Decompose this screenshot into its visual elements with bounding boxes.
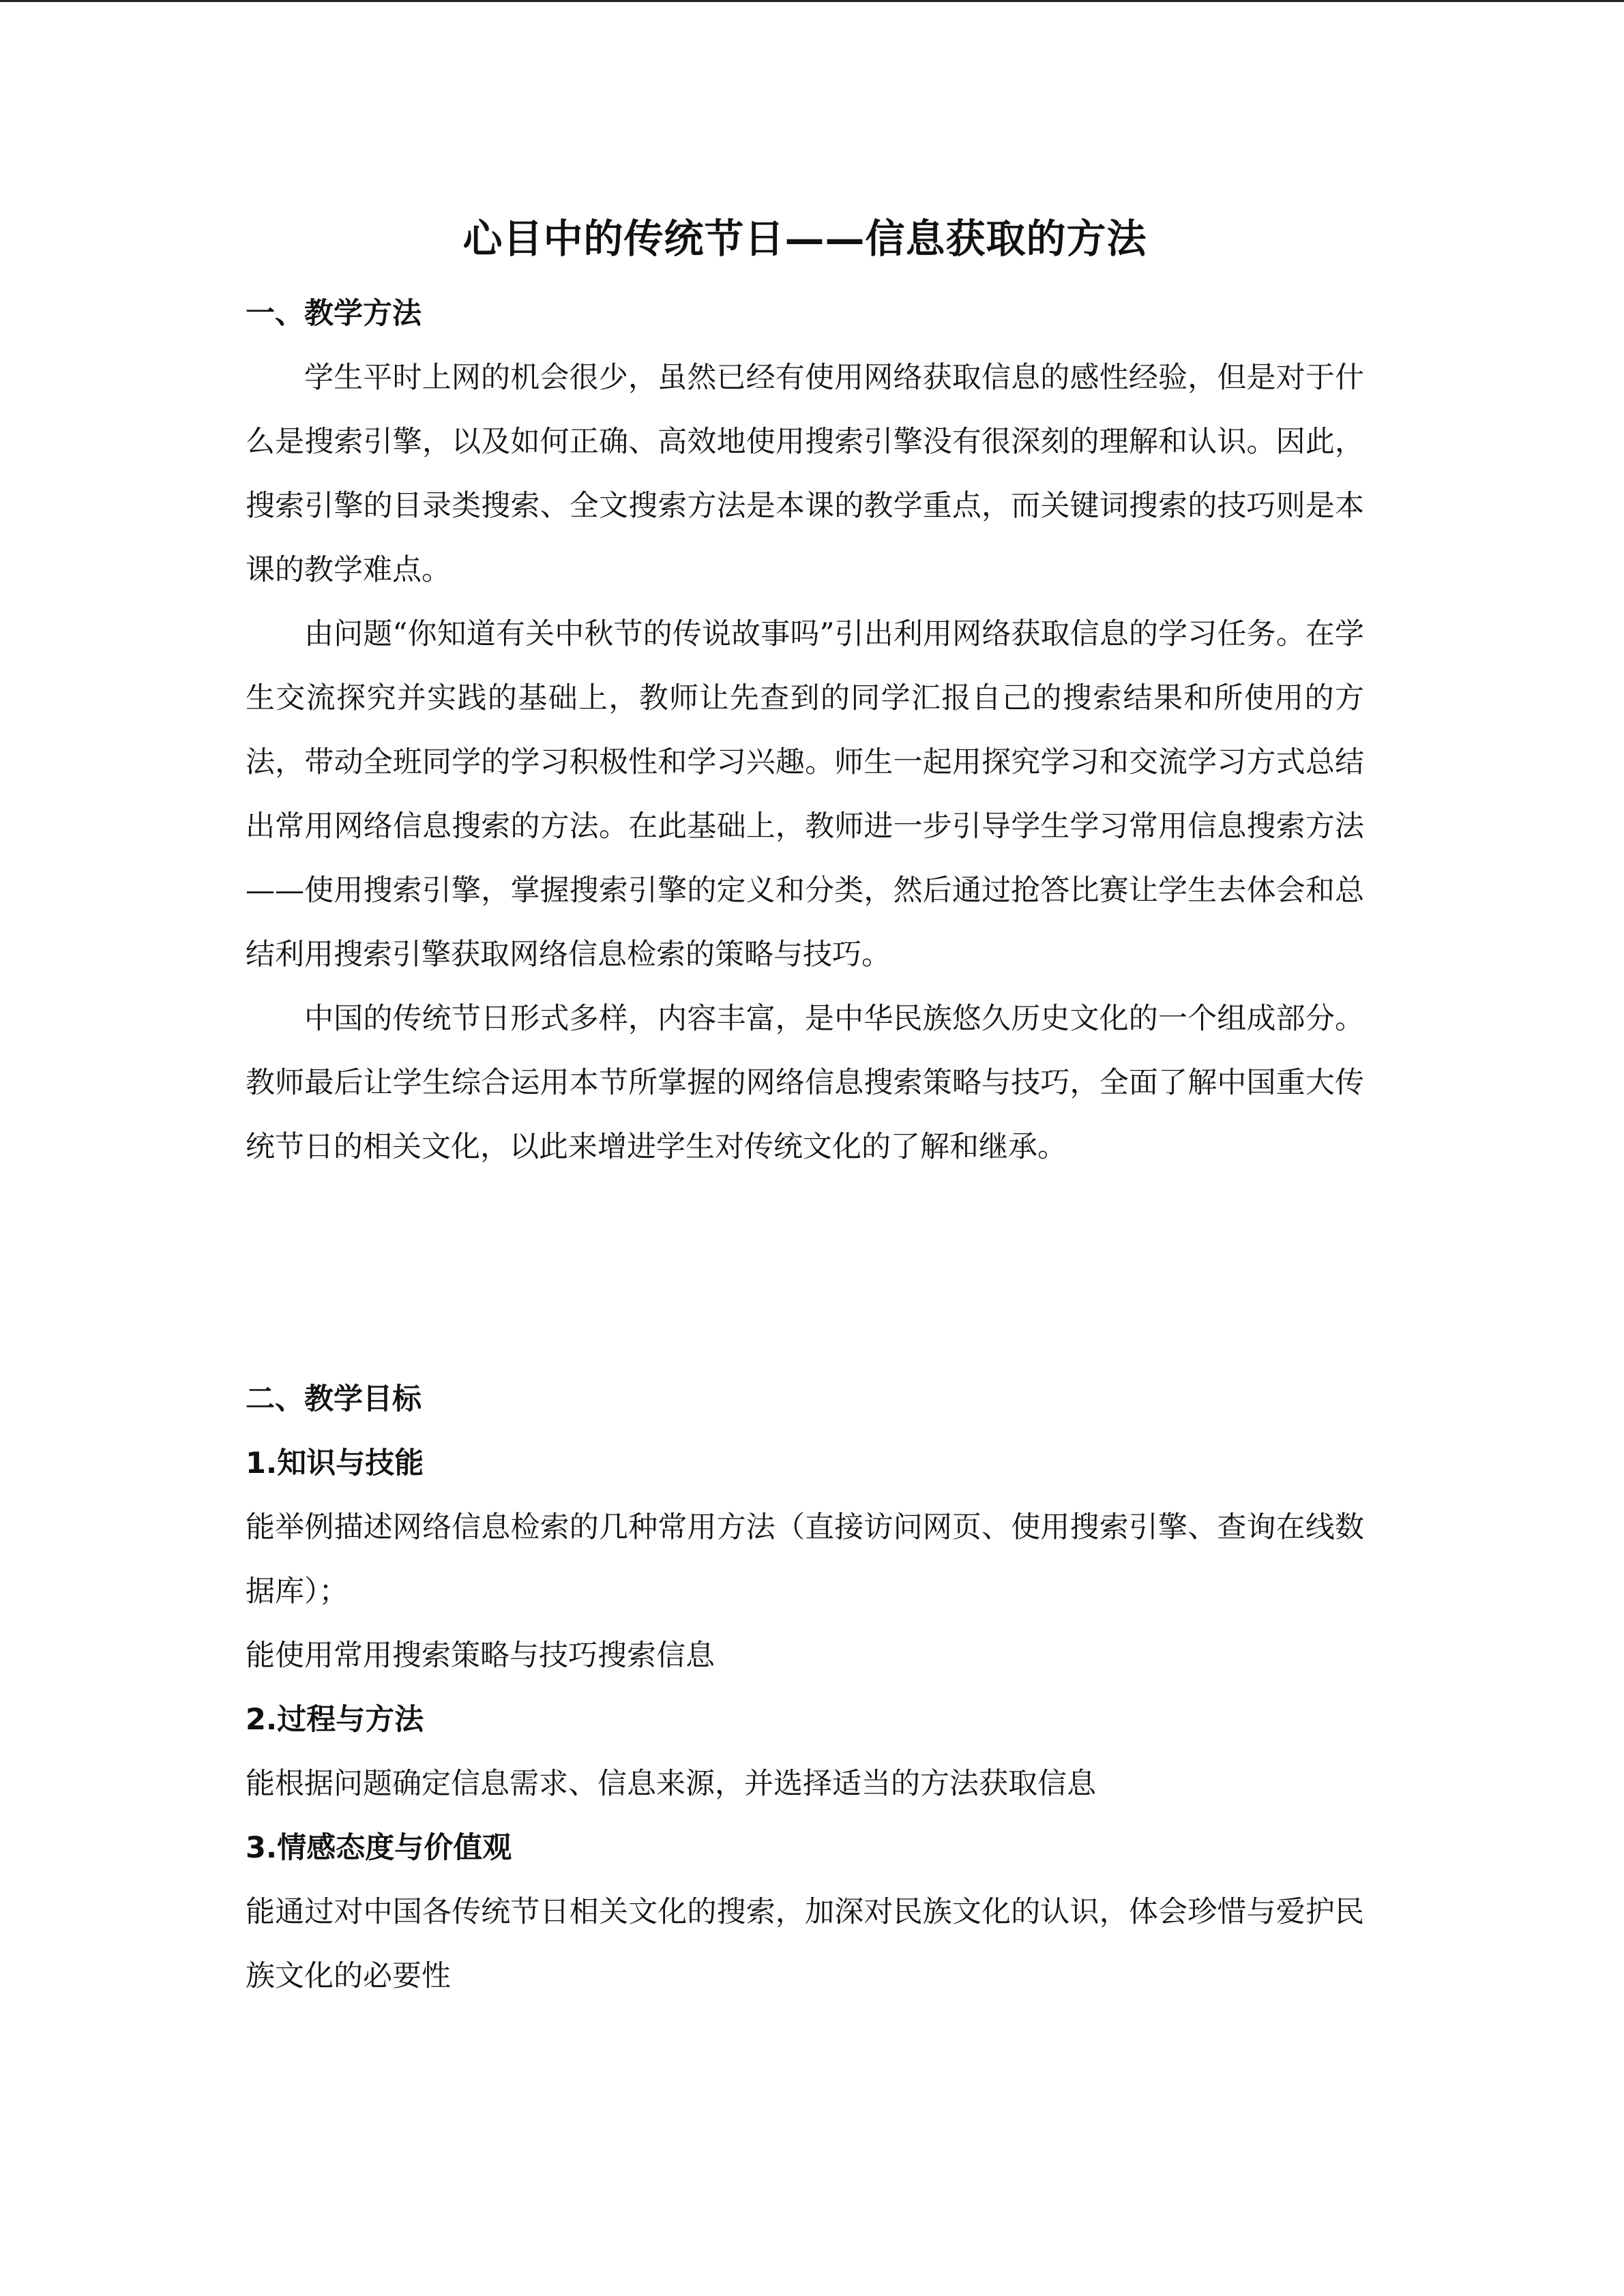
document-title: 心目中的传统节日——信息获取的方法 bbox=[462, 215, 1147, 262]
paragraph: 由问题“你知道有关中秋节的传说故事吗”引出利用网络获取信息的学习任务。在学生交流探究并实践的基础上，教师让先查到的同学汇报自己的搜索结果和所使用的方法，带动全班同学的学习积极性和学习兴趣。师生一起用探究学习和交流学习方式总结出常用网络信息搜索的方法。在此基础上，教师进一步引导学生学习常用信息搜索方法——使用搜索引擎，掌握搜索引擎的定义和分类，然后通过抢答比赛让学生去体会和总结利用搜索引擎获取网络信息检索的策略与技巧。 bbox=[246, 617, 1364, 972]
page-top-border bbox=[0, 0, 1624, 2]
subsection-heading: 2.过程与方法 bbox=[246, 1703, 424, 1737]
paragraph: 中国的传统节日形式多样，内容丰富，是中华民族悠久历史文化的一个组成部分。教师最后让学生综合运用本节所掌握的网络信息搜索策略与技巧，全面了解中国重大传统节日的相关文化，以此来增进学生对传统文化的了解和继承。 bbox=[246, 1002, 1364, 1164]
section-heading: 二、教学目标 bbox=[246, 1382, 422, 1416]
paragraph: 学生平时上网的机会很少，虽然已经有使用网络获取信息的感性经验，但是对于什么是搜索引擎，以及如何正确、高效地使用搜索引擎没有很深刻的理解和认识。因此，搜索引擎的目录类搜索、全文搜索方法是本课的教学重点，而关键词搜索的技巧则是本课的教学难点。 bbox=[246, 361, 1364, 587]
goal-line: 能使用常用搜索策略与技巧搜索信息 bbox=[246, 1639, 715, 1673]
goal-line: 能举例描述网络信息检索的几种常用方法（直接访问网页、使用搜索引擎、查询在线数据库）； bbox=[246, 1510, 1364, 1609]
goal-line: 能通过对中国各传统节日相关文化的搜索，加深对民族文化的认识，体会珍惜与爱护民族文化的必要性 bbox=[246, 1895, 1364, 1993]
subsection-heading: 3.情感态度与价值观 bbox=[246, 1831, 512, 1865]
section-teaching-goals bbox=[246, 1367, 1364, 2008]
section-heading: 一、教学方法 bbox=[246, 297, 422, 331]
section-teaching-method bbox=[246, 282, 1364, 1179]
subsection-heading: 1.知识与技能 bbox=[246, 1446, 424, 1480]
goal-line: 能根据问题确定信息需求、信息来源，并选择适当的方法获取信息 bbox=[246, 1767, 1096, 1801]
